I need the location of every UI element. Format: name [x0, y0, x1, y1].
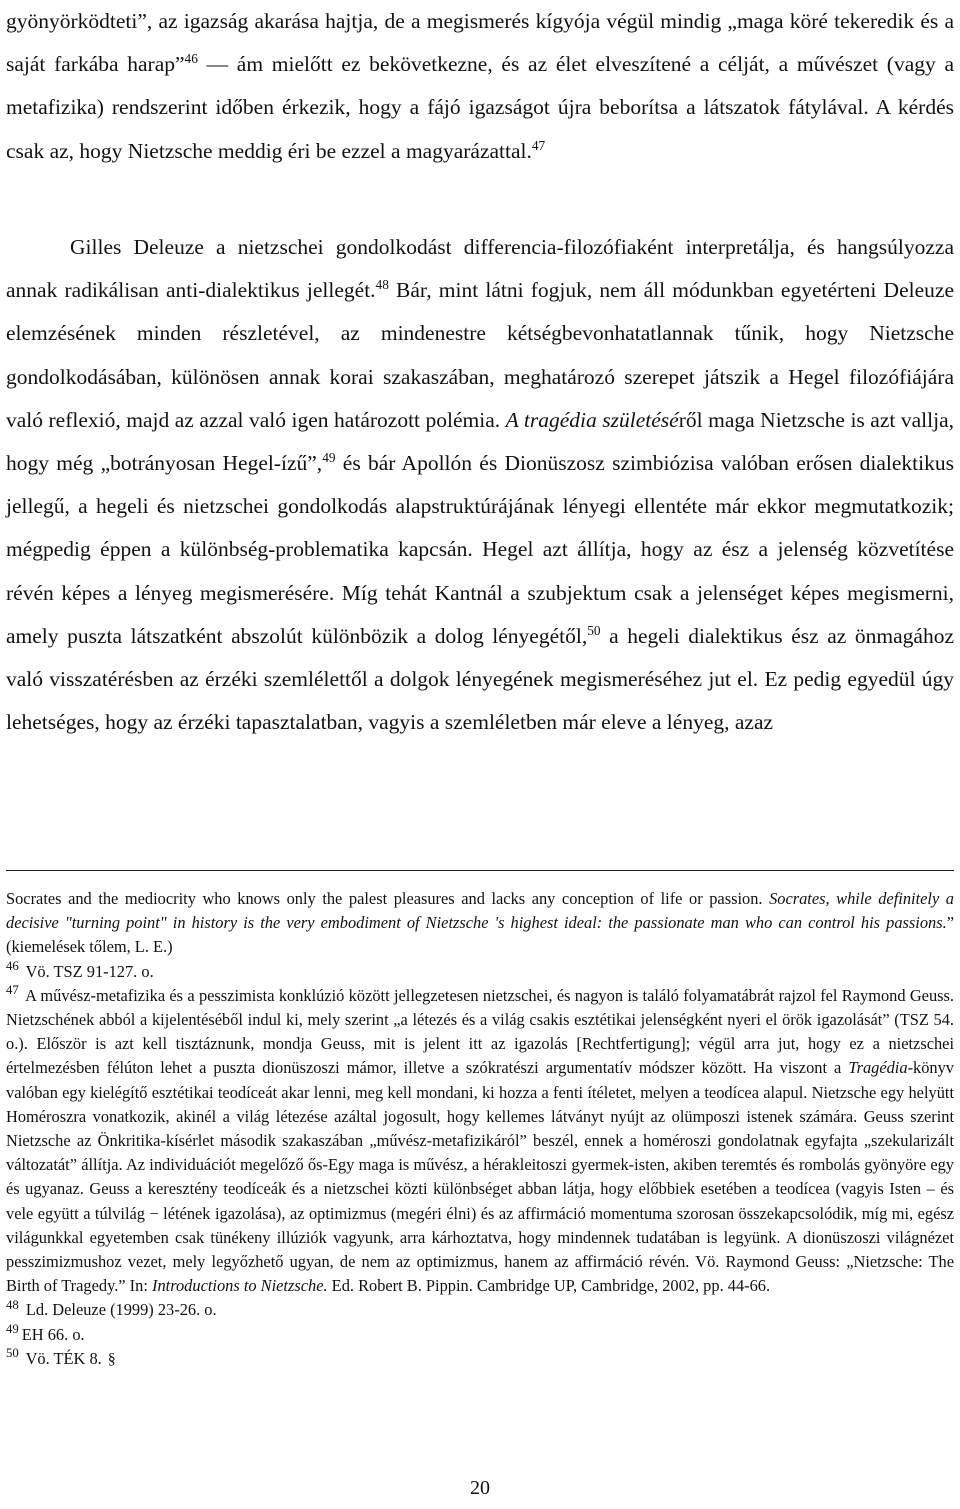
paragraph-2-text-d: és bár Apollón és Dionüszosz szimbiózisa valóban erősen dialektikus jellegű, a hegeli és nietzschei gondolkodás alapstruktúrájának lényegi ellentéte már ekkor megmutatkozik; mégpedig éppen a különbség-problematika kapcsán. Hegel azt állítja, hogy az ész a jelenség közvetítése révén képes a lényeg megismerésére. Míg tehát Kantnál a szubjektum csak a jelenséget képes megismerni, amely puszta látszatként abszolút különbözik a dolog lényegétől,: [6, 451, 954, 648]
section-sign-icon: §: [107, 1350, 116, 1368]
footnote-48: [6, 1298, 954, 1322]
paragraph-2-text-b: Bár, mint látni fogjuk, nem áll módunkban egyetérteni Deleuze elemzésének minden részletével, az mindenestre kétségbevonhatatlannak tűnik, hogy Nietzsche gondolkodásában, különösen annak korai szakaszában, meghatározó szerepet játszik a Hegel filozófiájára való reflexió, majd az azzal való igen határozott polémia.: [6, 278, 954, 432]
footnote-number-46: 46: [6, 959, 19, 974]
footnote-cont-italic: Socrates, while definitely a decisive "turning point" in history is the very embodiment of Nietzsche 's highest ideal: the passionate man who can control his passions.: [6, 889, 954, 933]
footnote-50: [6, 1347, 954, 1372]
paragraph-2-text-c: ről maga Nietzsche is azt vallja, hogy még „botrányosan Hegel-ízű”,: [6, 407, 954, 476]
footnote-49-text: EH 66. o.: [21, 1324, 85, 1344]
footnote-46: [6, 960, 954, 984]
footnote-47: [6, 984, 954, 1299]
footnote-49: [6, 1323, 954, 1347]
footnote-ref-49[interactable]: 49: [322, 449, 336, 465]
footnote-ref-46[interactable]: 46: [184, 51, 198, 67]
body-paragraph-2: [6, 226, 954, 744]
paragraph-2-text-a: Gilles Deleuze a nietzschei gondolkodást differencia-filozófiaként interpretálja, és hangsúlyozza annak radikálisan anti-dialektikus jellegét.: [6, 235, 954, 303]
footnote-46-text: Vö. TSZ 91-127. o.: [21, 961, 154, 981]
paragraph-1-text: gyönyörködteti”, az igazság akarása hajtja, de a megismerés kígyója végül mindig „maga köré tekeredik és a saját farkába harap”: [6, 9, 954, 77]
paragraph-2-text-e: a hegeli dialektikus ész az önmagához való visszatérésben az érzéki szemlélettől a dolgok lényegének megismeréséhez jut el. Ez pedig egyedül úgy lehetséges, hogy az érzéki tapasztalatban, vagyis a szemléletben már eleve a lényeg, azaz: [6, 623, 955, 735]
footnotes-section: [6, 887, 954, 1372]
footnote-47-text-c: Ed. Robert B. Pippin. Cambridge UP, Cambridge, 2002, pp. 44-66.: [327, 1276, 771, 1296]
footnote-cont-after: ” (kiemelések tőlem, L. E.): [6, 913, 954, 957]
footnote-47-text-b: -könyv valóban egy kielégítő esztétikai teodíceát akar lenni, meg kell mondani, ki hozza a fenti ítéletet, melyen a teodícea alapul. Nietzsche egy helyütt Homéroszra vonatkozik, akinél a világ létezése azáltal jogosult, hogy kellemes látványt nyújt az olümposzi istenek számára. Geuss szerint Nietzsche az Önkritika-kísérlet második szakaszában „művész-metafizikáról” beszél, ennek a homéroszi gondolatnak egyfajta „szekularizált változatát” állítja. Az individuációt megelőző ős-Egy maga is művész, a hérakleitoszi gyermek-isten, akiben teremtés és rombolás gyönyöre egy és ugyanaz. Geuss a keresztény teodíceák és a nietzschei közti különbséget abban látja, hogy előbbiek esetében a teodícea (vagyis Isten – és vele együtt a túlvilág − létének igazolása), az optimizmus (megéri élni) és az affirmáció momentuma szorosan összekapcsolódik, míg mi, egész világunkkal egyetemben csak tünékeny illúziók vagyunk, arra kárhoztatva, hogy mindennek tudatában is legyünk. A dionüszoszi világnézet pesszimizmushoz vezet, mely legyőzhető ugyan, de nem az optimizmus, hanem az affirmáció révén. Vö. Raymond Geuss: „Nietzsche: The Birth of Tragedy.” In:: [6, 1058, 954, 1296]
footnote-number-49: 49: [6, 1322, 19, 1337]
footnote-separator-rule: [6, 870, 954, 871]
footnote-cont-line1: Socrates and the mediocrity who knows only the palest pleasures and lacks any conception of life or passion.: [6, 889, 763, 908]
footnote-number-48: 48: [6, 1297, 19, 1312]
body-paragraph-1: [6, 0, 954, 173]
footnote-48-text: Ld. Deleuze (1999) 23-26. o.: [21, 1300, 217, 1320]
footnote-ref-50[interactable]: 50: [587, 622, 601, 638]
footnote-47-text-a: A művész-metafizika és a pesszimista konklúzió között jellegzetesen nietzschei, és nagyon is találó folyamatábrát rajzol fel Raymond Geuss. Nietzschének abból a kijelentéséből indul ki, mely szerint „a létezés és a világ csakis esztétikai jelenségként nyeri el örök igazolását” (TSZ 54. o.). Először is azt kell tisztáznunk, mondja Geuss, mit is jelent itt az igazolás [Rechtfertigung]; végül arra jut, hogy ez a nietzschei értelmezésben félúton lehet a puszta dionüszoszi mámor, illetve a szókratészi argumentatív módszer között. Ha viszont a: [6, 985, 954, 1078]
footnote-number-47: 47: [6, 983, 19, 998]
book-title-italic: A tragédia születésé: [505, 407, 679, 432]
footnote-ref-47[interactable]: 47: [531, 137, 546, 153]
footnote-47-italic-title: Tragédia: [848, 1058, 908, 1078]
footnote-continuation: [6, 887, 954, 960]
footnote-50-text: Vö. TÉK 8.: [21, 1348, 102, 1368]
page-number: 20: [470, 1477, 490, 1499]
footnote-ref-48[interactable]: 48: [375, 277, 389, 293]
footnote-47-italic-book: Introductions to Nietzsche.: [152, 1276, 328, 1296]
paragraph-1-text-b: — ám mielőtt ez bekövetkezne, és az élet elveszítené a célját, a művészet (vagy a metafizika) rendszerint időben érkezik, hogy a fájó igazságot újra beborítsa a látszatok fátylával. A kérdés csak az, hogy Nietzsche meddig éri be ezzel a magyarázattal.: [6, 52, 954, 163]
footnote-number-50: 50: [6, 1346, 19, 1361]
